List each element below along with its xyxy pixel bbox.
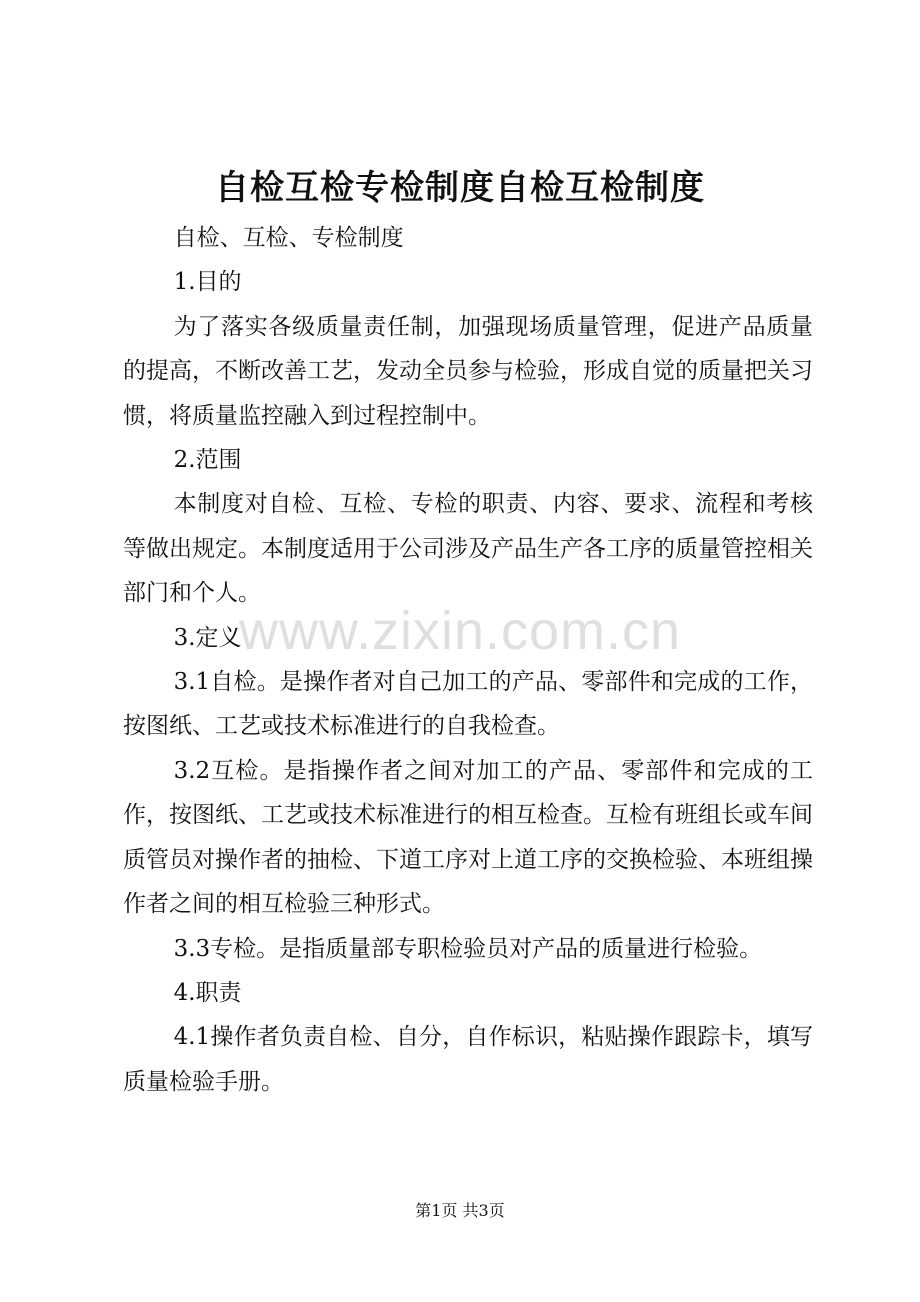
paragraph-heading: 自检、互检、专检制度: [173, 225, 404, 251]
paragraph-scope: 本制度对自检、互检、专检的职责、内容、要求、流程和考核等做出规定。本制度适用于公司涉及产品生产各工序的质量管控相关部门和个人。: [123, 491, 813, 607]
page-footer: 第1页 共3页: [415, 1201, 505, 1220]
watermark: www.zixin.com.cn: [238, 601, 682, 661]
section-heading-purpose: 1.目的: [173, 269, 242, 296]
section-heading-scope: 2.范围: [173, 447, 242, 474]
paragraph-self-check: 3.1自检。是操作者对自己加工的产品、零部件和完成的工作，按图纸、工艺或技术标准进行的自我检查。: [123, 669, 813, 740]
paragraph-purpose: 为了落实各级质量责任制，加强现场质量管理，促进产品质量的提高，不断改善工艺，发动全员参与检验，形成自觉的质量把关习惯，将质量监控融入到过程控制中。: [123, 313, 813, 429]
document-body: [123, 216, 813, 1104]
section-heading-responsibility: 4.职责: [173, 979, 242, 1006]
paragraph-operator-responsibility: 4.1操作者负责自检、自分，自作标识，粘贴操作跟踪卡，填写质量检验手册。: [123, 1024, 813, 1095]
paragraph-special-check: 3.3专检。是指质量部专职检验员对产品的质量进行检验。: [173, 935, 763, 962]
section-heading-definition: 3.定义: [173, 624, 242, 651]
paragraph-mutual-check: 3.2互检。是指操作者之间对加工的产品、零部件和完成的工作，按图纸、工艺或技术标准进行的相互检查。互检有班组长或车间质管员对操作者的抽检、下道工序对上道工序的交换检验、本班组操作者之间的相互检验三种形式。: [123, 757, 813, 918]
document-title: 自检互检专检制度自检互检制度: [215, 168, 705, 208]
